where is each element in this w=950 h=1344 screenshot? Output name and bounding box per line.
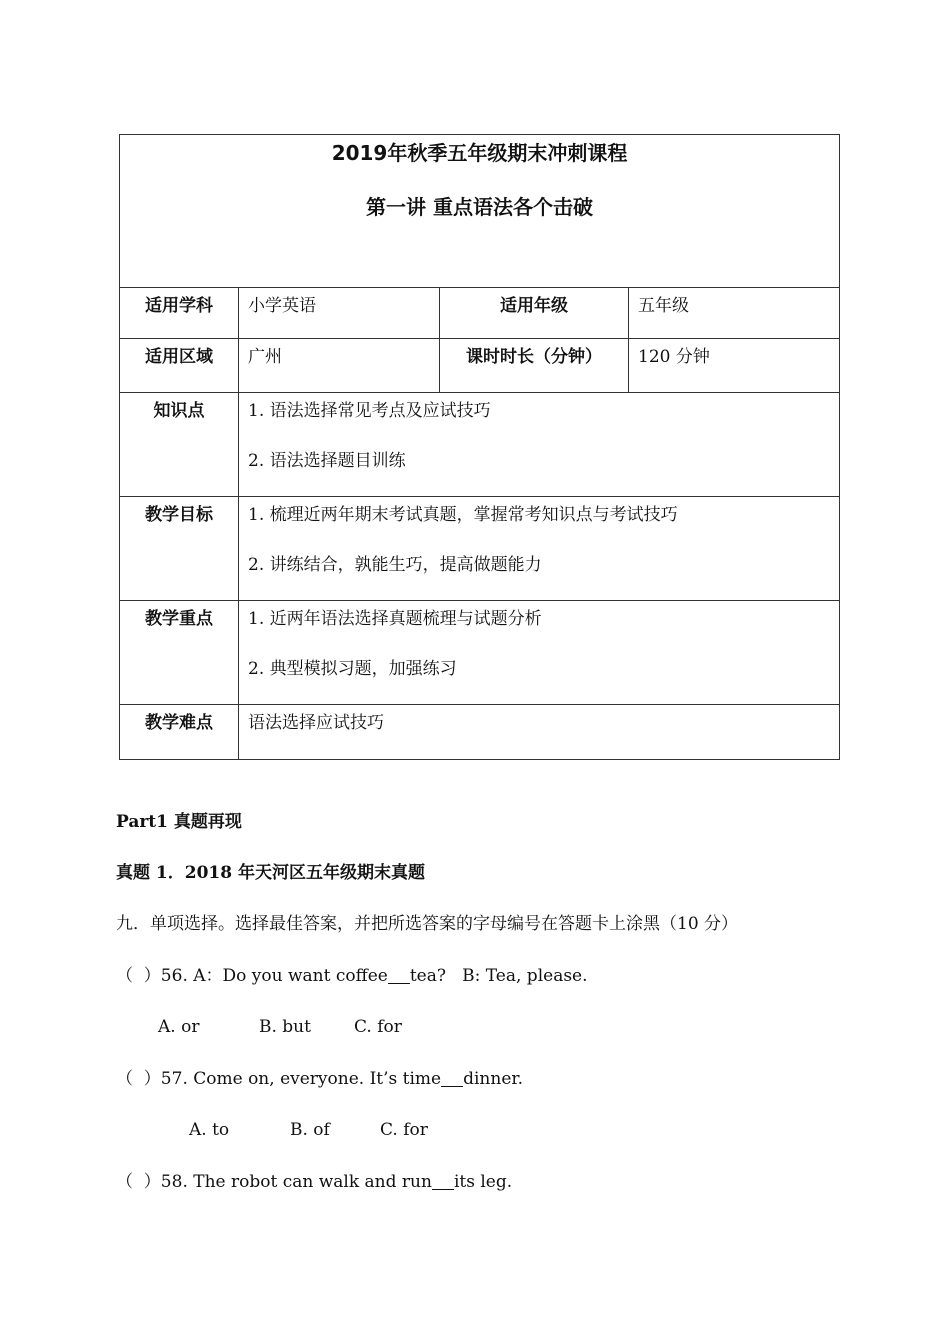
- goals-label: 教学目标: [120, 497, 239, 601]
- grade-label: 适用年级: [440, 288, 629, 339]
- q56-prefix: （ ）56. A：Do you want coffee: [116, 966, 388, 986]
- subject-label: 适用学科: [120, 288, 239, 339]
- difficulty-line-1: 语法选择应试技巧: [248, 713, 384, 733]
- question-57: [116, 1067, 523, 1091]
- q57-option-b: B. of: [290, 1120, 330, 1140]
- q58-suffix: its leg.: [453, 1172, 513, 1192]
- subject-value: 小学英语: [239, 288, 440, 339]
- goals-line-2: 2. 讲练结合，孰能生巧，提高做题能力: [248, 555, 542, 575]
- question-58: [116, 1170, 512, 1194]
- q56-option-c: C. for: [354, 1017, 402, 1037]
- q57-prefix: （ ）57. Come on, everyone. It’s time: [116, 1069, 442, 1089]
- course-title: 2019年秋季五年级期末冲刺课程: [331, 141, 628, 165]
- focus-line-1: 1. 近两年语法选择真题梳理与试题分析: [248, 609, 542, 629]
- goals-value: [239, 497, 840, 601]
- goals-line-1: 1. 梳理近两年期末考试真题，掌握常考知识点与考试技巧: [248, 505, 678, 525]
- q57-blank: [441, 1068, 463, 1087]
- exam-heading: 真题 1．2018 年天河区五年级期末真题: [116, 863, 425, 883]
- grade-value: 五年级: [629, 288, 840, 339]
- question-56: [116, 964, 588, 988]
- knowledge-line-2: 2. 语法选择题目训练: [248, 451, 406, 471]
- q58-blank: [432, 1171, 454, 1190]
- focus-label: 教学重点: [120, 601, 239, 705]
- difficulty-label: 教学难点: [120, 705, 239, 760]
- focus-value: [239, 601, 840, 705]
- q57-option-a: A. to: [189, 1120, 230, 1140]
- instruction-text: 九．单项选择。选择最佳答案，并把所选答案的字母编号在答题卡上涂黑（10 分）: [116, 914, 739, 934]
- q57-suffix: dinner.: [463, 1069, 524, 1089]
- title-cell: [120, 135, 840, 288]
- q57-option-c: C. for: [380, 1120, 428, 1140]
- q58-prefix: （ ）58. The robot can walk and run: [116, 1172, 432, 1192]
- knowledge-line-1: 1. 语法选择常见考点及应试技巧: [248, 401, 491, 421]
- course-info-table: [119, 134, 840, 760]
- knowledge-label: 知识点: [120, 393, 239, 497]
- q56-blank: [388, 965, 410, 984]
- lesson-title: 第一讲 重点语法各个击破: [366, 195, 593, 219]
- duration-label: 课时时长（分钟）: [440, 339, 629, 393]
- q56-suffix: tea? B: Tea, please.: [409, 966, 588, 986]
- region-label: 适用区域: [120, 339, 239, 393]
- q56-option-a: A. or: [158, 1017, 200, 1037]
- focus-line-2: 2. 典型模拟习题，加强练习: [248, 659, 457, 679]
- knowledge-value: [239, 393, 840, 497]
- difficulty-value: [239, 705, 840, 760]
- duration-value: 120 分钟: [629, 339, 840, 393]
- region-value: 广州: [239, 339, 440, 393]
- part-heading: Part1 真题再现: [116, 812, 242, 832]
- q56-option-b: B. but: [259, 1017, 311, 1037]
